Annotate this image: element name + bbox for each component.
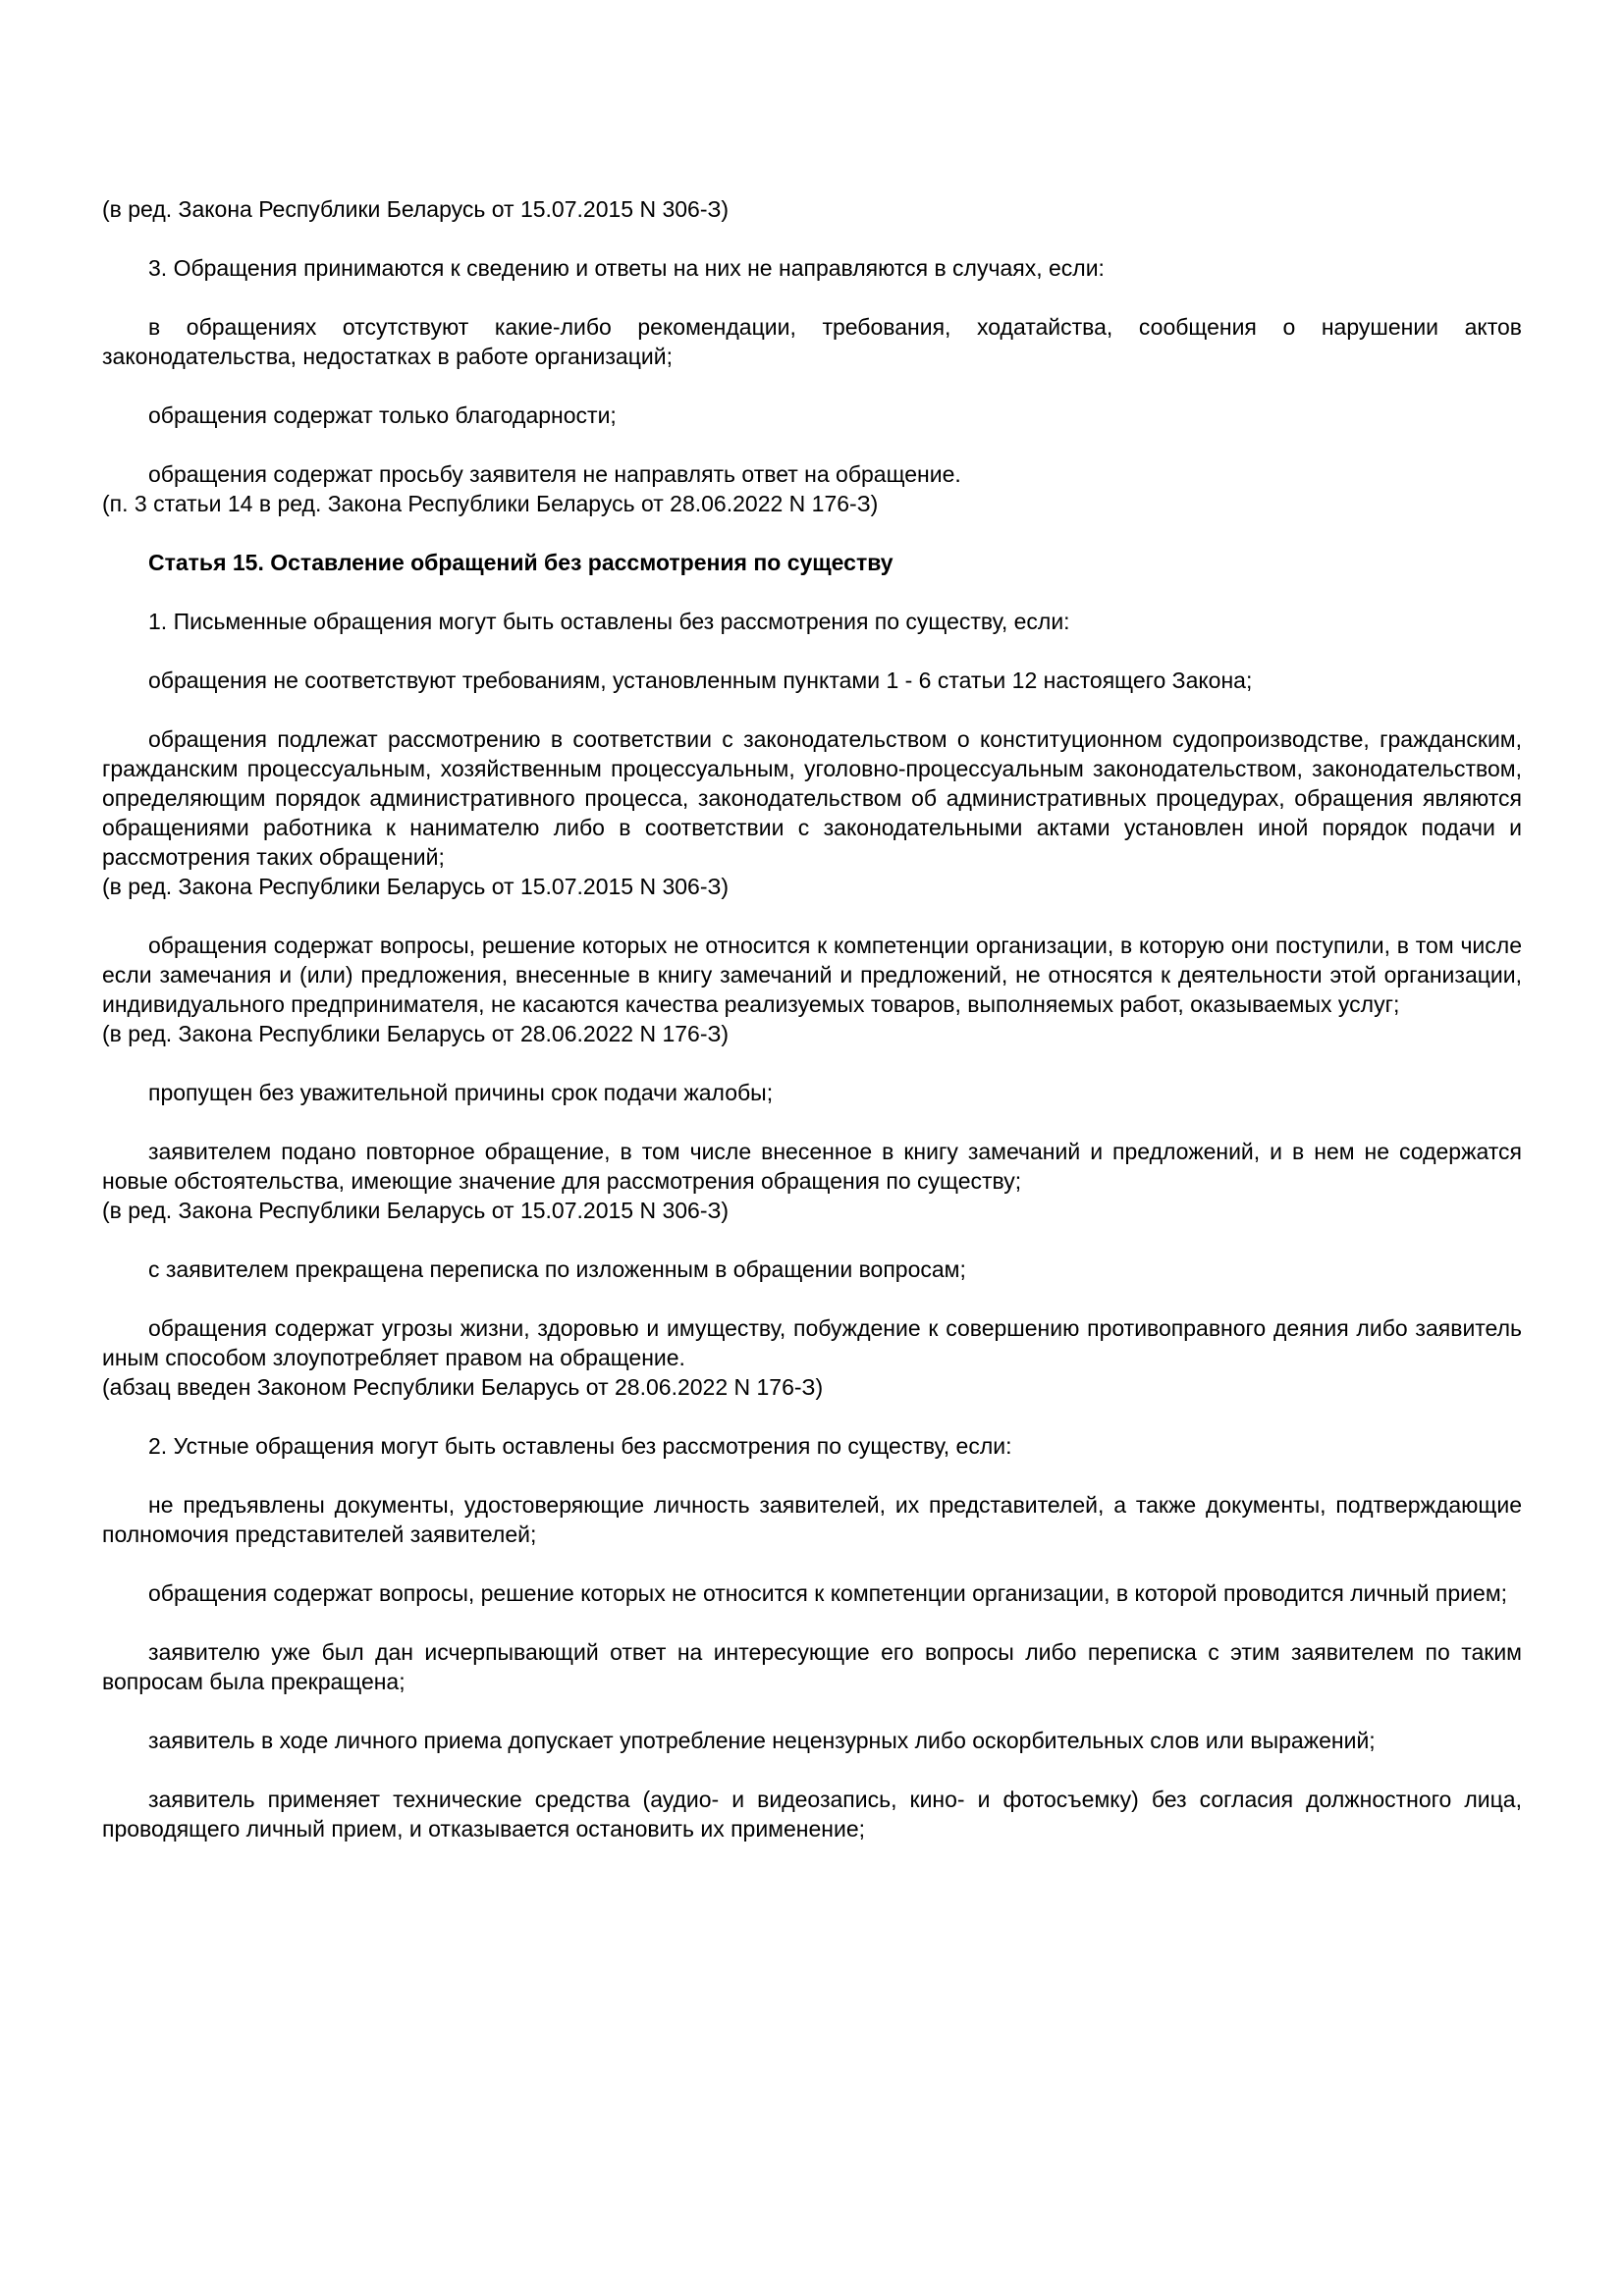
paragraph: 2. Устные обращения могут быть оставлены без рассмотрения по существу, если: [148, 1433, 1012, 1459]
paragraph: не предъявлены документы, удостоверяющие личность заявителей, их представителей, а также документы, подтверждающие полномочия представителей заявителей; [102, 1492, 1522, 1547]
paragraph: заявитель применяет технические средства (аудио- и видеозапись, кино- и фотосъемку) без согласия должностного лица, проводящего личный прием, и отказывается остановить их применение; [102, 1787, 1522, 1842]
paragraph: обращения не соответствуют требованиям, установленным пунктами 1 - 6 статьи 12 настоящего Закона; [148, 667, 1253, 693]
amendment-note: (в ред. Закона Республики Беларусь от 15.07.2015 N 306-З) [102, 1198, 730, 1223]
article-15-heading: Статья 15. Оставление обращений без рассмотрения по существу [148, 550, 893, 575]
document-body [102, 194, 1522, 1843]
paragraph: заявителем подано повторное обращение, в том числе внесенное в книгу замечаний и предложений, и в нем не содержатся новые обстоятельства, имеющие значение для рассмотрения обращения по существу; [102, 1139, 1522, 1194]
amendment-note: (в ред. Закона Республики Беларусь от 28.06.2022 N 176-З) [102, 1021, 730, 1046]
paragraph: заявителю уже был дан исчерпывающий ответ на интересующие его вопросы либо переписка с этим заявителем по таким вопросам была прекращена; [102, 1639, 1522, 1694]
paragraph: 1. Письменные обращения могут быть оставлены без рассмотрения по существу, если: [148, 609, 1070, 634]
paragraph: обращения подлежат рассмотрению в соответствии с законодательством о конституционном судопроизводстве, гражданским, гражданским процессуальным, хозяйственным процессуальным, уголовно-процессуальным законодательством, законодательством, определяющим порядок административного процесса, законодательством об административных процедурах, обращения являются обращениями работника к нанимателю либо в соответствии с законодательными актами установлен иной порядок подачи и рассмотрения таких обращений; [102, 726, 1522, 870]
amendment-note: (п. 3 статьи 14 в ред. Закона Республики Беларусь от 28.06.2022 N 176-З) [102, 491, 879, 516]
paragraph: заявитель в ходе личного приема допускает употребление нецензурных либо оскорбительных слов или выражений; [148, 1728, 1376, 1753]
paragraph: пропущен без уважительной причины срок подачи жалобы; [148, 1080, 774, 1105]
amendment-note: (абзац введен Законом Республики Беларусь от 28.06.2022 N 176-З) [102, 1374, 824, 1400]
paragraph: обращения содержат вопросы, решение которых не относится к компетенции организации, в которой проводится личный прием; [148, 1580, 1508, 1606]
paragraph: с заявителем прекращена переписка по изложенным в обращении вопросам; [148, 1256, 966, 1282]
paragraph: обращения содержат угрозы жизни, здоровью и имуществу, побуждение к совершению противоправного деяния либо заявитель иным способом злоупотребляет правом на обращение. [102, 1315, 1522, 1370]
paragraph: обращения содержат только благодарности; [148, 402, 617, 428]
amendment-note: (в ред. Закона Республики Беларусь от 15.07.2015 N 306-З) [102, 196, 730, 222]
paragraph: обращения содержат просьбу заявителя не направлять ответ на обращение. [148, 461, 961, 487]
paragraph: обращения содержат вопросы, решение которых не относится к компетенции организации, в которую они поступили, в том числе если замечания и (или) предложения, внесенные в книгу замечаний и предложений, не относятся к деятельности этой организации, индивидуального предпринимателя, не касаются качества реализуемых товаров, выполняемых работ, оказываемых услуг; [102, 933, 1522, 1017]
amendment-note: (в ред. Закона Республики Беларусь от 15.07.2015 N 306-З) [102, 874, 730, 899]
paragraph: в обращениях отсутствуют какие-либо рекомендации, требования, ходатайства, сообщения о нарушении актов законодательства, недостатках в работе организаций; [102, 314, 1522, 369]
paragraph: 3. Обращения принимаются к сведению и ответы на них не направляются в случаях, если: [148, 255, 1105, 281]
